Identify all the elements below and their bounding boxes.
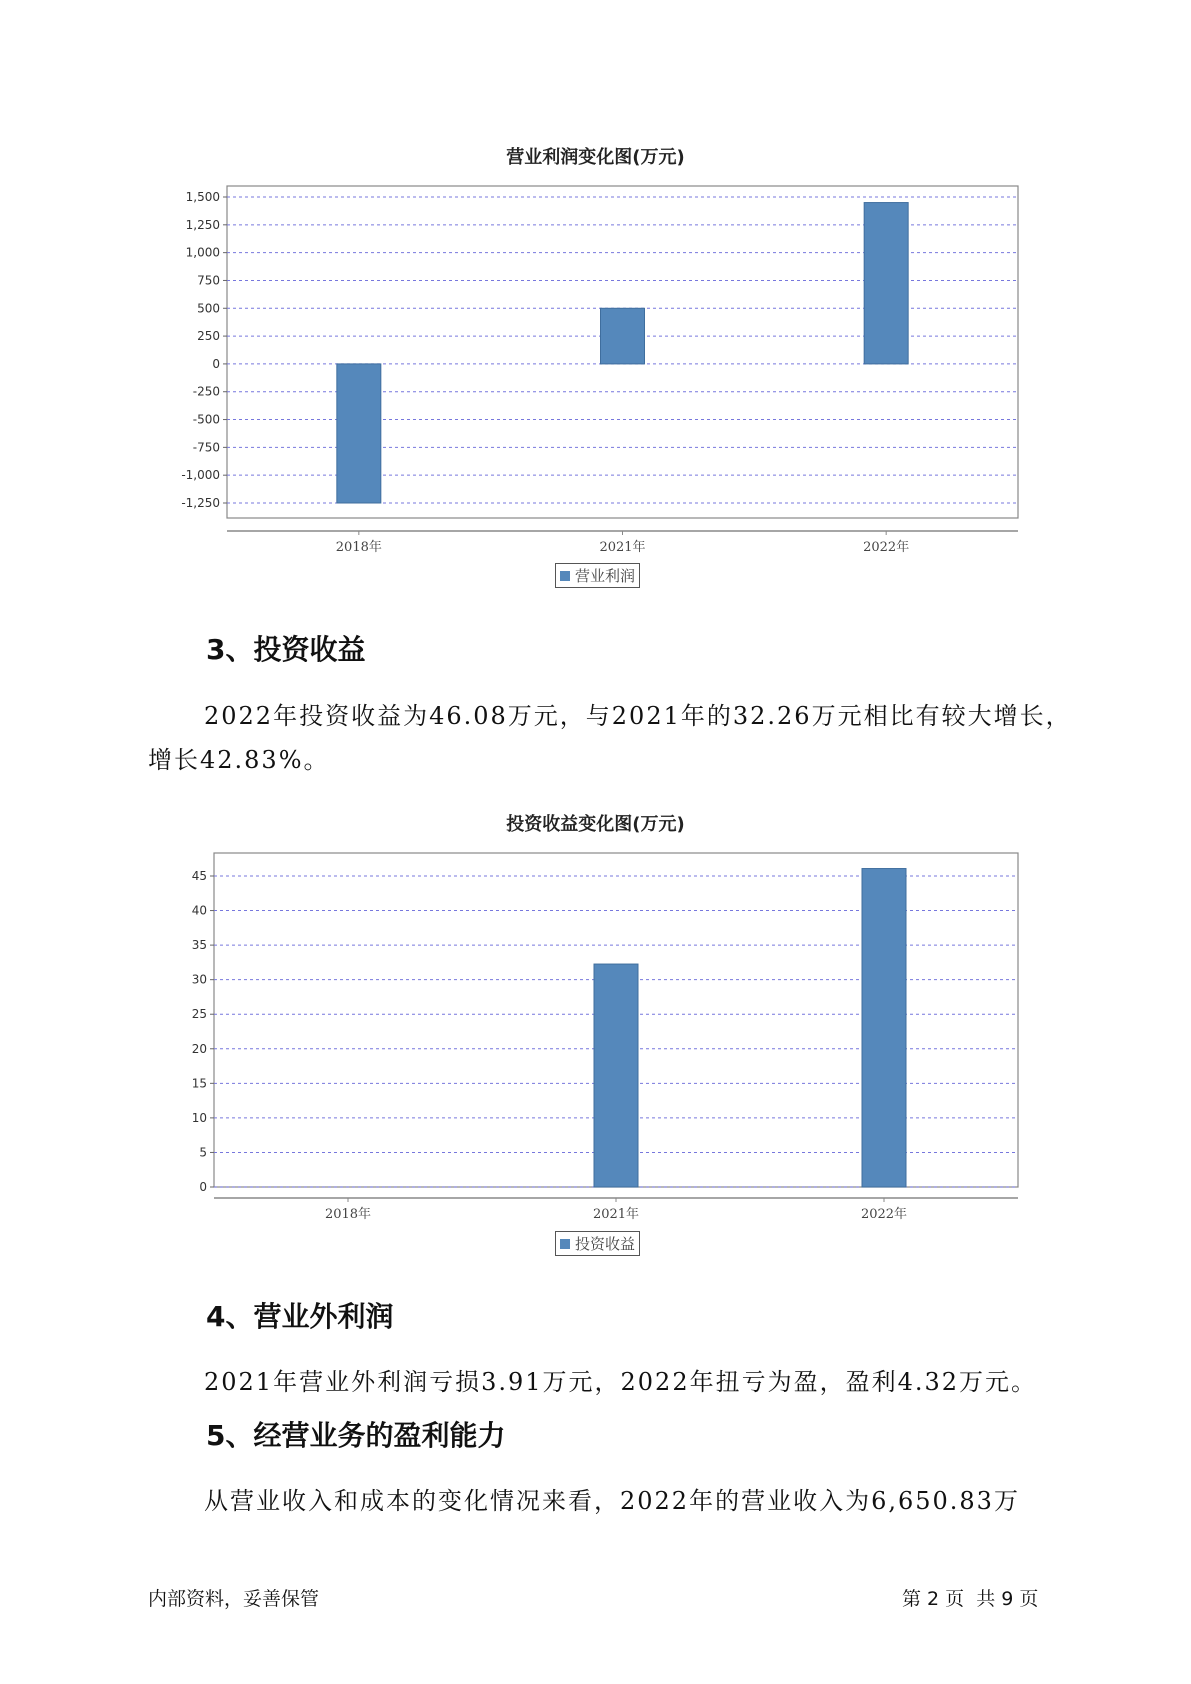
y-tick-label: 750	[197, 273, 220, 288]
section5-paragraph-line1: 从营业收入和成本的变化情况来看，2022年的营业收入为6,650.83万	[204, 1487, 1020, 1515]
section3-paragraph-line1: 2022年投资收益为46.08万元，与2021年的32.26万元相比有较大增长，	[204, 702, 1072, 730]
x-tick-label: 2018年	[324, 1207, 372, 1222]
y-tick-label: 1,000	[185, 245, 220, 260]
y-tick-label: 30	[191, 972, 207, 987]
x-tick-label: 2018年	[335, 540, 382, 555]
y-tick-label: 45	[191, 869, 207, 883]
y-tick-label: -500	[192, 412, 220, 427]
y-tick-label: 0	[212, 356, 220, 371]
y-tick-label: 20	[191, 1041, 207, 1056]
x-tick-label: 2022年	[860, 1207, 908, 1222]
bar-2022年	[862, 869, 906, 1187]
chart1-title: 营业利润变化图(万元)	[506, 147, 685, 168]
y-tick-label: 1,250	[185, 217, 220, 232]
chart2-title: 投资收益变化图(万元)	[506, 814, 685, 835]
y-tick-label: -1,250	[181, 496, 220, 510]
y-tick-label: -750	[192, 440, 220, 455]
y-tick-label: 15	[191, 1076, 207, 1091]
bar-2021年	[594, 964, 638, 1187]
y-tick-label: -1,000	[181, 468, 220, 483]
y-tick-label: 25	[191, 1007, 207, 1022]
y-tick-label: 35	[191, 938, 207, 953]
y-tick-label: 40	[191, 903, 207, 918]
y-tick-label: -250	[192, 384, 220, 399]
y-tick-label: 1,500	[185, 190, 220, 204]
chart2-legend	[555, 1231, 640, 1256]
chart1-legend-label: 营业利润	[575, 567, 636, 585]
footer-page-number: 第 2 页 共 9 页	[902, 1588, 1039, 1610]
legend-swatch-icon	[560, 1239, 570, 1249]
y-tick-label: 0	[199, 1180, 207, 1194]
y-tick-label: 5	[199, 1145, 207, 1160]
y-tick-label: 10	[191, 1110, 207, 1125]
section3-paragraph-line2: 增长42.83%。	[148, 746, 330, 774]
y-tick-label: 250	[197, 329, 220, 344]
section5-heading: 5、经营业务的盈利能力	[206, 1419, 506, 1452]
section4-paragraph-line1: 2021年营业外利润亏损3.91万元，2022年扭亏为盈，盈利4.32万元。	[204, 1368, 1038, 1396]
x-tick-label: 2022年	[863, 540, 910, 555]
section3-heading: 3、投资收益	[206, 633, 366, 666]
footer-confidential-note: 内部资料，妥善保管	[148, 1588, 320, 1610]
x-tick-label: 2021年	[599, 540, 646, 555]
x-tick-label: 2021年	[592, 1207, 640, 1222]
chart2-legend-label: 投资收益	[575, 1235, 636, 1253]
section4-heading: 4、营业外利润	[206, 1300, 394, 1333]
y-tick-label: 500	[197, 301, 220, 316]
